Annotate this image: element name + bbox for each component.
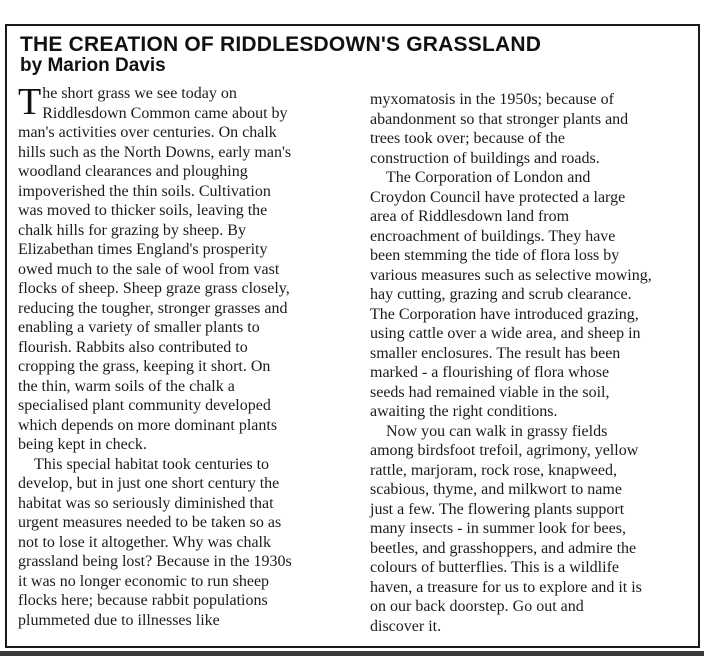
text-line: haven, a treasure for us to explore and it is: [370, 578, 642, 596]
text-line: many insects - in summer look for bees,: [370, 520, 626, 537]
text-line: hills such as the North Downs, early man's: [18, 143, 292, 161]
paragraph-2: [18, 455, 292, 631]
text-line: he short grass we see today on: [42, 85, 237, 102]
bottom-rule: [0, 651, 704, 656]
text-line: This special habitat took centuries to: [34, 455, 270, 473]
text-line: using cattle over a wide area, and sheep in: [370, 325, 641, 342]
text-line: on our back doorstep. Go out and: [370, 598, 584, 615]
text-line: man's activities over centuries. On chalk: [18, 124, 277, 141]
left-column: [18, 81, 292, 630]
text-line: area of Riddlesdown land from: [370, 208, 570, 225]
text-line: seeds had remained viable in the soil,: [370, 383, 610, 401]
text-line: urgent measures needed to be taken so as: [18, 514, 282, 531]
article-title: THE CREATION OF RIDDLESDOWN'S GRASSLAND: [20, 33, 542, 56]
text-line: marked - a flourishing of flora whose: [370, 364, 610, 381]
paragraph-2-continued: [370, 90, 652, 168]
text-line: construction of buildings and roads.: [370, 149, 600, 167]
text-line: enabling a variety of smaller plants to: [18, 319, 260, 336]
text-line: cropping the grass, keeping it short. On: [18, 358, 271, 375]
text-line: various measures such as selective mowing,: [370, 266, 652, 284]
text-line: it was no longer economic to run sheep: [18, 572, 270, 590]
text-line: habitat was so seriously diminished that: [18, 494, 274, 512]
text-line: develop, but in just one short century the: [18, 475, 280, 492]
text-line: trees took over; because of the: [370, 130, 566, 147]
text-line: grassland being lost? Because in the 1930s: [18, 553, 292, 570]
text-line: impoverished the thin soils. Cultivation: [18, 182, 271, 200]
text-line: owed much to the sale of wool from vast: [18, 260, 280, 278]
text-line: Elizabethan times England's prosperity: [18, 241, 268, 258]
text-line: flocks of sheep. Sheep graze grass closely,: [18, 280, 290, 297]
text-line: abandonment so that stronger plants and: [370, 110, 629, 128]
text-line: Now you can walk in grassy fields: [386, 422, 608, 440]
text-line: Riddlesdown Common came about by: [42, 104, 288, 122]
text-line: chalk hills for grazing by sheep. By: [18, 221, 246, 239]
text-line: smaller enclosures. The result has been: [370, 344, 621, 362]
text-line: discover it.: [370, 617, 442, 635]
text-line: being kept in check.: [18, 436, 147, 453]
text-line: awaiting the right conditions.: [370, 403, 558, 420]
text-line: was moved to thicker soils, leaving the: [18, 202, 268, 219]
article-byline: by Marion Davis: [20, 55, 166, 76]
drop-cap: T: [18, 81, 42, 123]
text-line: woodland clearances and ploughing: [18, 163, 248, 180]
text-line: flourish. Rabbits also contributed to: [18, 338, 248, 356]
text-line: among birdsfoot trefoil, agrimony, yellow: [370, 442, 639, 459]
text-line: not to lose it altogether. Why was chalk: [18, 533, 271, 551]
paragraph-1: [18, 81, 292, 455]
text-line: rattle, marjoram, rock rose, knapweed,: [370, 461, 618, 479]
text-line: which depends on more dominant plants: [18, 416, 278, 434]
right-column: [370, 90, 652, 636]
text-line: Croydon Council have protected a large: [370, 188, 626, 206]
text-line: specialised plant community developed: [18, 397, 271, 414]
text-line: hay cutting, grazing and scrub clearance.: [370, 286, 632, 303]
text-line: reducing the tougher, stronger grasses and: [18, 299, 288, 317]
text-line: been stemming the tide of flora loss by: [370, 247, 620, 264]
text-line: myxomatosis in the 1950s; because of: [370, 91, 614, 108]
text-line: the thin, warm soils of the chalk a: [18, 377, 235, 395]
text-line: flocks here; because rabbit populations: [18, 592, 268, 609]
paragraph-3: [370, 168, 652, 422]
text-line: encroachment of buildings. They have: [370, 227, 616, 245]
paragraph-4: [370, 422, 652, 637]
text-line: plummeted due to illnesses like: [18, 611, 220, 629]
text-line: just a few. The flowering plants support: [370, 500, 625, 518]
text-line: beetles, and grasshoppers, and admire the: [370, 539, 637, 557]
text-line: The Corporation of London and: [386, 169, 591, 186]
text-line: The Corporation have introduced grazing,: [370, 305, 639, 323]
text-line: scabious, thyme, and milkwort to name: [370, 481, 622, 498]
text-line: colours of butterflies. This is a wildlife: [370, 559, 619, 576]
